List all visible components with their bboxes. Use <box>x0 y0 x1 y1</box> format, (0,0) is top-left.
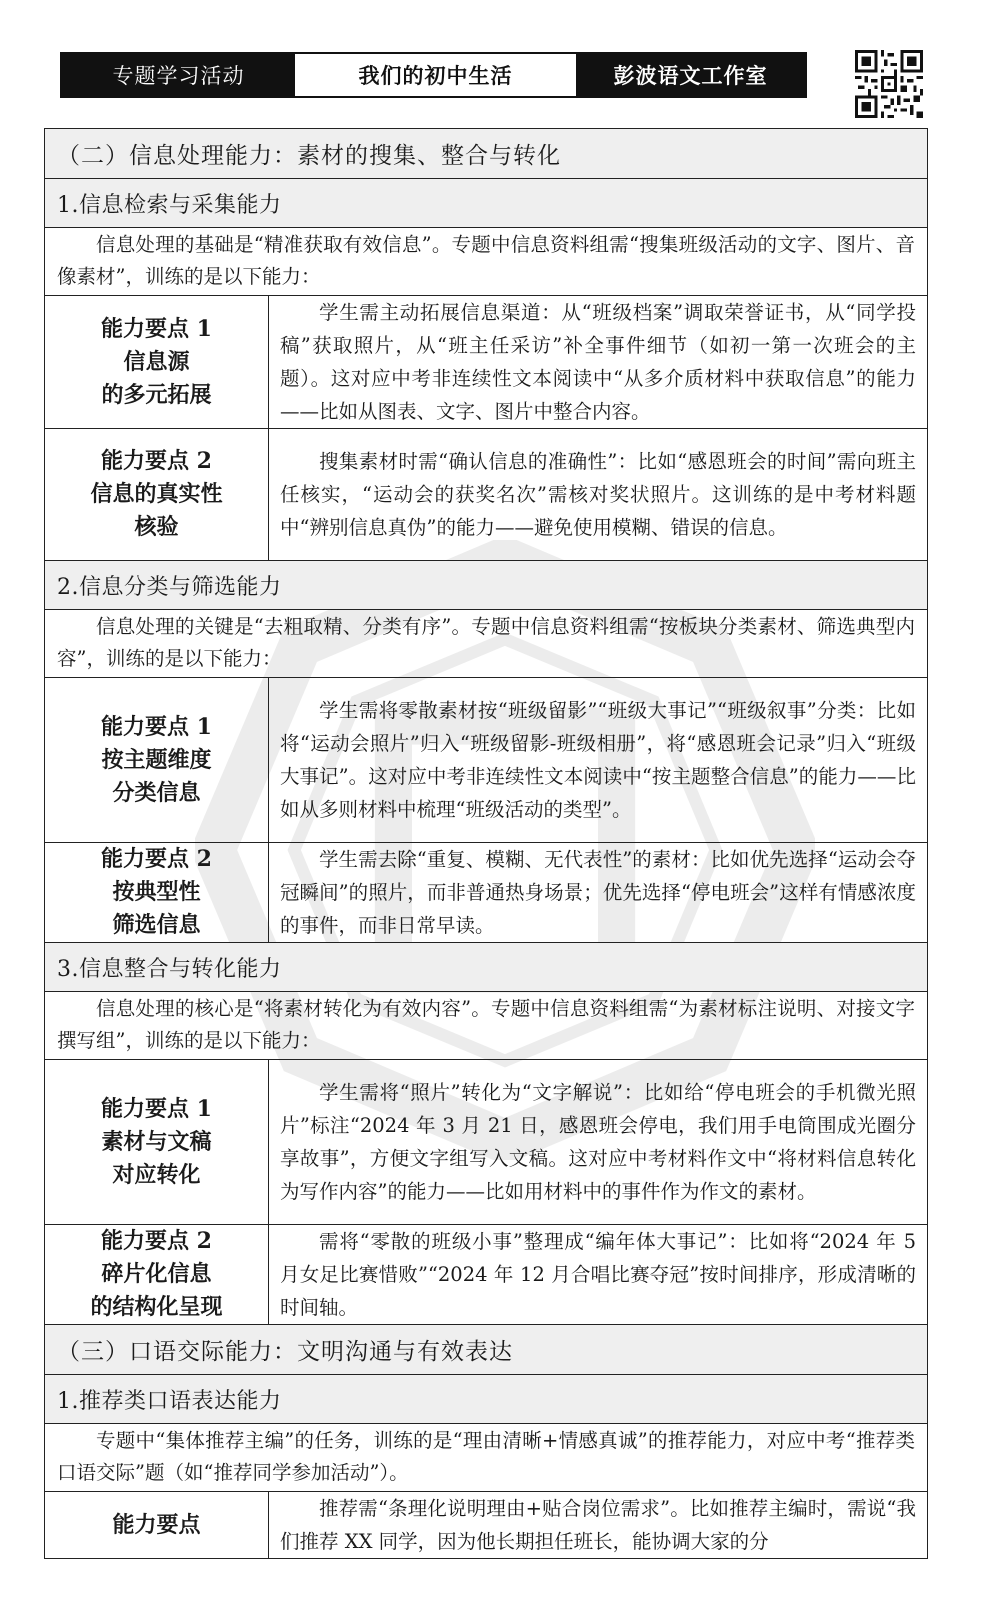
ability-description: 学生需将“照片”转化为“文字解说”：比如给“停电班会的手机微光照片”标注“2024 年 3 月 21 日，感恩班会停电，我们用手电筒围成光圈分享故事”，方便文字组写入文稿。这对应中考材料作文中“将材料信息转化为写作内容”的能力——比如用材料中的事件作为作文的素材。 <box>269 1060 928 1225</box>
section-row <box>45 1325 928 1375</box>
subsection-title: 1.推荐类口语表达能力 <box>45 1375 928 1424</box>
header-tab-title: 我们的初中生活 <box>295 54 576 96</box>
ability-label: 能力要点 2 信息的真实性 核验 <box>45 429 269 561</box>
table-row <box>45 296 928 429</box>
ability-description: 学生需去除“重复、模糊、无代表性”的素材：比如优先选择“运动会夺冠瞬间”的照片，而非普通热身场景；优先选择“停电班会”这样有情感浓度的事件，而非日常早读。 <box>269 843 928 943</box>
table-row <box>45 678 928 843</box>
subsection-row <box>45 179 928 228</box>
subsection-title: 2.信息分类与筛选能力 <box>45 561 928 610</box>
subsection-row <box>45 1375 928 1424</box>
intro-text: 信息处理的基础是“精准获取有效信息”。专题中信息资料组需“搜集班级活动的文字、图片、音像素材”，训练的是以下能力： <box>45 228 928 296</box>
subsection-row <box>45 943 928 992</box>
intro-row <box>45 992 928 1060</box>
table-row <box>45 1492 928 1559</box>
content-table <box>44 128 928 1559</box>
intro-row <box>45 228 928 296</box>
header-bar <box>60 52 807 98</box>
ability-label: 能力要点 1 信息源 的多元拓展 <box>45 296 269 429</box>
intro-row <box>45 610 928 678</box>
ability-label: 能力要点 2 按典型性 筛选信息 <box>45 843 269 943</box>
qr-code-icon <box>855 50 923 118</box>
section-title-info-processing: （二）信息处理能力：素材的搜集、整合与转化 <box>45 129 928 179</box>
subsection-title: 1.信息检索与采集能力 <box>45 179 928 228</box>
ability-label: 能力要点 1 按主题维度 分类信息 <box>45 678 269 843</box>
ability-description: 搜集素材时需“确认信息的准确性”：比如“感恩班会的时间”需向班主任核实，“运动会的获奖名次”需核对奖状照片。这训练的是中考材料题中“辨别信息真伪”的能力——避免使用模糊、错误的信息。 <box>269 429 928 561</box>
table-row <box>45 429 928 561</box>
subsection-row <box>45 561 928 610</box>
intro-text: 信息处理的关键是“去粗取精、分类有序”。专题中信息资料组需“按板块分类素材、筛选典型内容”，训练的是以下能力： <box>45 610 928 678</box>
header-tab-studio: 彭波语文工作室 <box>576 54 805 96</box>
table-row <box>45 843 928 943</box>
ability-description: 学生需主动拓展信息渠道：从“班级档案”调取荣誉证书，从“同学投稿”获取照片，从“班主任采访”补全事件细节（如初一第一次班会的主题）。这对应中考非连续性文本阅读中“从多介质材料中获取信息”的能力——比如从图表、文字、图片中整合内容。 <box>269 296 928 429</box>
intro-row <box>45 1424 928 1492</box>
section-title-oral-communication: （三）口语交际能力：文明沟通与有效表达 <box>45 1325 928 1375</box>
ability-label: 能力要点 1 素材与文稿 对应转化 <box>45 1060 269 1225</box>
table-row <box>45 1225 928 1325</box>
header-tab-topic: 专题学习活动 <box>62 54 295 96</box>
ability-label: 能力要点 2 碎片化信息 的结构化呈现 <box>45 1225 269 1325</box>
ability-label: 能力要点 <box>45 1492 269 1559</box>
ability-description: 推荐需“条理化说明理由+贴合岗位需求”。比如推荐主编时，需说“我们推荐 XX 同学，因为他长期担任班长，能协调大家的分 <box>269 1492 928 1559</box>
intro-text: 专题中“集体推荐主编”的任务，训练的是“理由清晰+情感真诚”的推荐能力，对应中考“推荐类口语交际”题（如“推荐同学参加活动”）。 <box>45 1424 928 1492</box>
ability-description: 学生需将零散素材按“班级留影”“班级大事记”“班级叙事”分类：比如将“运动会照片”归入“班级留影-班级相册”，将“感恩班会记录”归入“班级大事记”。这对应中考非连续性文本阅读中“按主题整合信息”的能力——比如从多则材料中梳理“班级活动的类型”。 <box>269 678 928 843</box>
intro-text: 信息处理的核心是“将素材转化为有效内容”。专题中信息资料组需“为素材标注说明、对接文字撰写组”，训练的是以下能力： <box>45 992 928 1060</box>
section-row <box>45 129 928 179</box>
table-row <box>45 1060 928 1225</box>
ability-description: 需将“零散的班级小事”整理成“编年体大事记”：比如将“2024 年 5 月女足比赛惜败”“2024 年 12 月合唱比赛夺冠”按时间排序，形成清晰的时间轴。 <box>269 1225 928 1325</box>
subsection-title: 3.信息整合与转化能力 <box>45 943 928 992</box>
